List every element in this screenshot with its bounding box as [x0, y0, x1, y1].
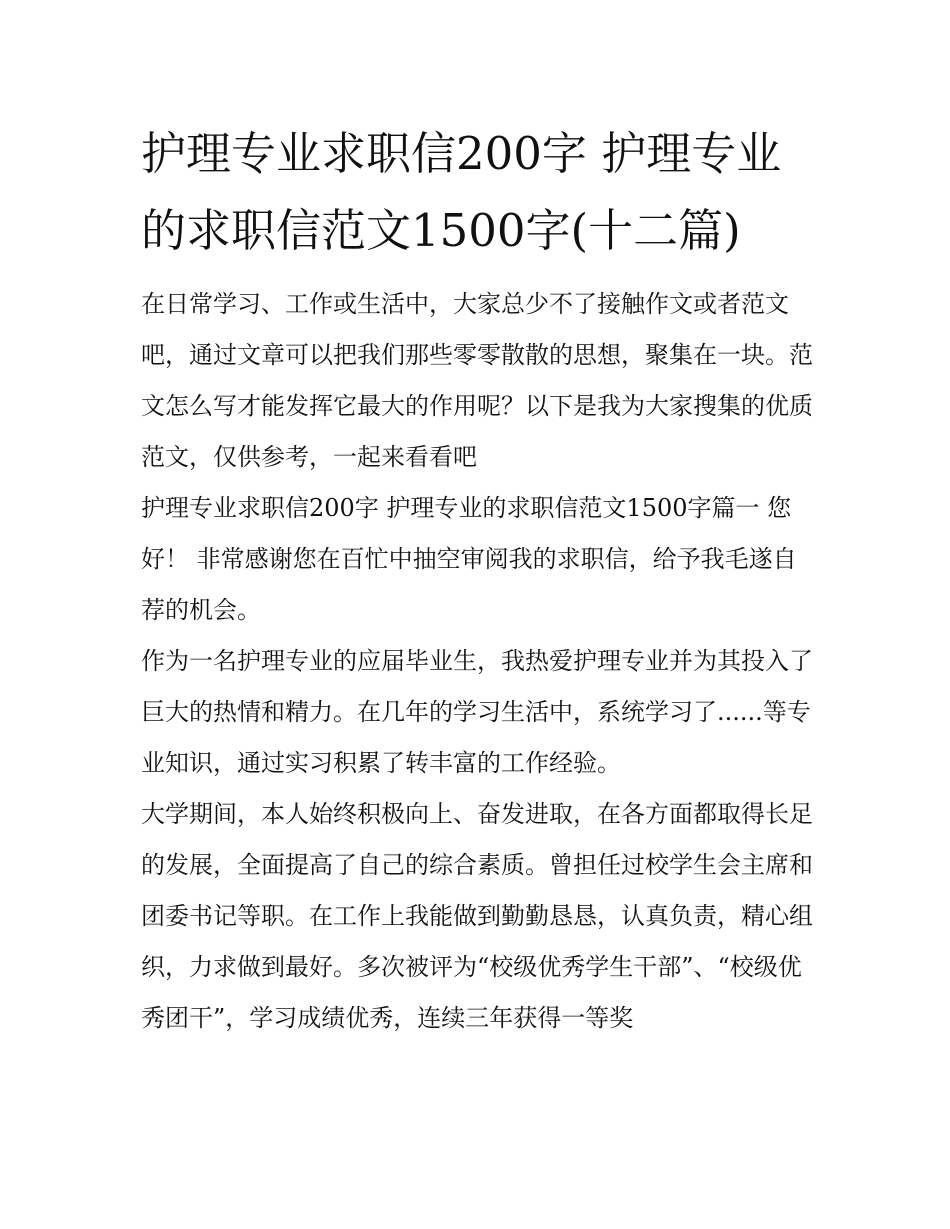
document-page — [141, 115, 813, 1044]
document-body — [141, 279, 813, 1044]
document-title: 护理专业求职信200字 护理专业的求职信范文1500字(十二篇) — [141, 127, 782, 257]
paragraph-intro: 在日常学习、工作或生活中，大家总少不了接触作文或者范文吧，通过文章可以把我们那些零零散散的思想，聚集在一块。范文怎么写才能发挥它最大的作用呢？以下是我为大家搜集的优质范文，仅供参考，一起来看看吧 — [141, 290, 813, 471]
paragraph-major: 作为一名护理专业的应届毕业生，我热爱护理专业并为其投入了巨大的热情和精力。在几年的学习生活中，系统学习了......等专业知识，通过实习积累了转丰富的工作经验。 — [141, 647, 813, 777]
paragraph-greeting: 护理专业求职信200字 护理专业的求职信范文1500字篇一 您好！ 非常感谢您在百忙中抽空审阅我的求职信，给予我毛遂自荐的机会。 — [141, 494, 797, 624]
paragraph-university: 大学期间，本人始终积极向上、奋发进取，在各方面都取得长足的发展，全面提高了自己的综合素质。曾担任过校学生会主席和团委书记等职。在工作上我能做到勤勤恳恳，认真负责，精心组织，力求做到最好。多次被评为“校级优秀学生干部”、“校级优秀团干”，学习成绩优秀，连续三年获得一等奖 — [141, 800, 813, 1032]
